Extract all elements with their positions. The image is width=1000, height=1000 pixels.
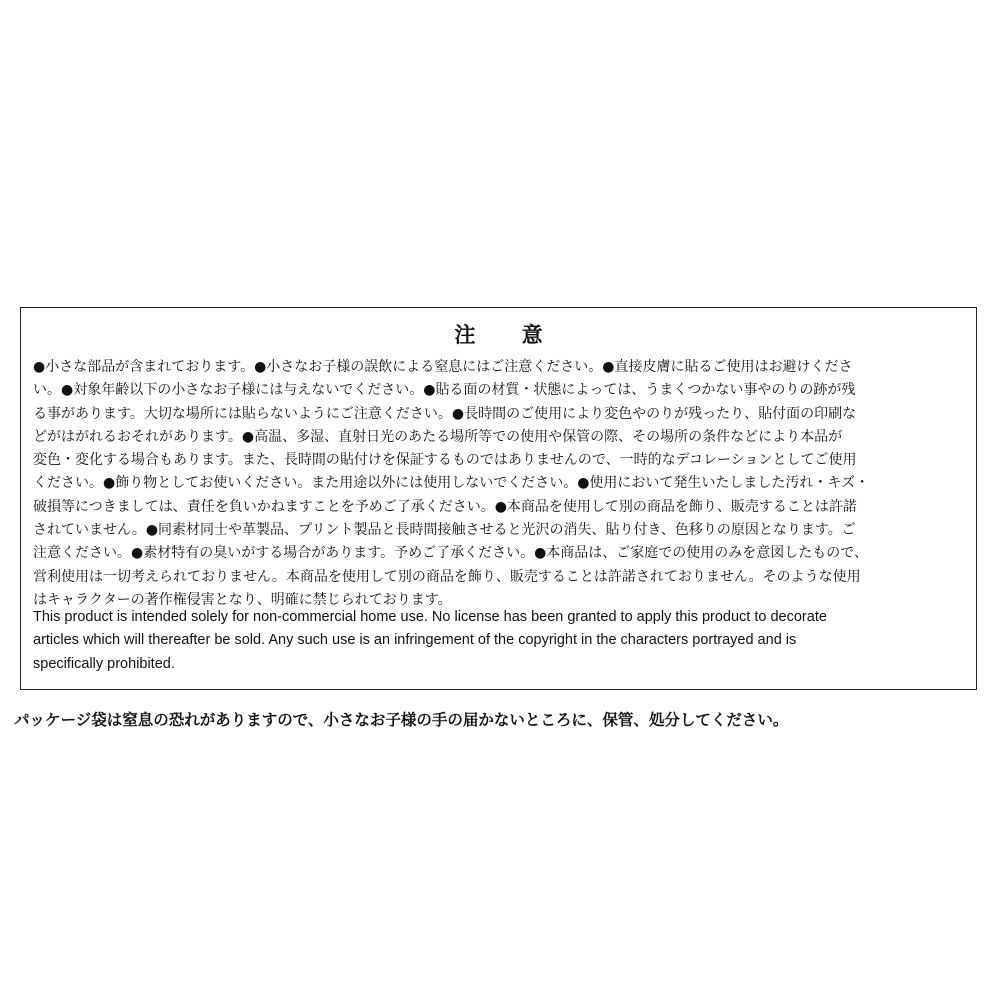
japanese-notice-line: はキャラクターの著作権侵害となり、明確に禁じられております。: [33, 591, 452, 608]
japanese-notice-line: ●小さな部品が含まれております。●小さなお子様の誤飲による窒息にはご注意ください。●直接皮膚に貼るご使用はお避けくださ: [33, 359, 853, 375]
japanese-notice-line: 注意ください。●素材特有の臭いがする場合があります。予めご了承ください。●本商品は、ご家庭での使用のみを意図したもので、: [33, 545, 869, 562]
notice-box: [20, 307, 977, 690]
english-notice-text: [33, 606, 964, 676]
english-notice-line: articles which will thereafter be sold. Any such use is an infringement of the copyright in the characters portrayed and is: [33, 632, 797, 649]
japanese-notice-line: ください。●飾り物としてお使いください。また用途以外には使用しないでください。●使用において発生いたしました汚れ・キズ・: [33, 475, 870, 492]
japanese-notice-line: る事があります。大切な場所には貼らないようにご注意ください。●長時間のご使用により変色やのりが残ったり、貼付面の印刷な: [33, 405, 857, 422]
notice-title: 注 意: [454, 323, 556, 347]
english-notice-line: This product is intended solely for non-commercial home use. No license has been granted to apply this product to decorate: [33, 609, 827, 625]
japanese-notice-line: どがはがれるおそれがあります。●高温、多湿、直射日光のあたる場所等での使用や保管の際、その場所の条件などにより本品が: [33, 428, 843, 445]
japanese-notice-line: 破損等につきましては、責任を負いかねますことを予めご了承ください。●本商品を使用して別の商品を飾り、販売することは許諾: [33, 498, 857, 515]
japanese-notice-line: 変色・変化する場合もあります。また、長時間の貼付けを保証するものではありませんので、一時的なデコレーションとしてご使用: [33, 452, 857, 469]
japanese-notice-line: い。●対象年齢以下の小さなお子様には与えないでください。●貼る面の材質・状態によっては、うまくつかない事やのりの跡が残: [33, 382, 856, 399]
english-notice-line: specifically prohibited.: [33, 655, 175, 672]
japanese-notice-line: されていません。●同素材同士や革製品、プリント製品と長時間接触させると光沢の消失、貼り付き、色移りの原因となります。ご: [33, 522, 856, 539]
japanese-notice-text: [33, 356, 964, 612]
packaging-warning: パッケージ袋は窒息の恐れがありますので、小さなお子様の手の届かないところに、保管、処分してください。: [14, 711, 789, 729]
japanese-notice-line: 営利使用は一切考えられておりません。本商品を使用して別の商品を飾り、販売することは許諾されておりません。そのような使用: [33, 568, 861, 585]
